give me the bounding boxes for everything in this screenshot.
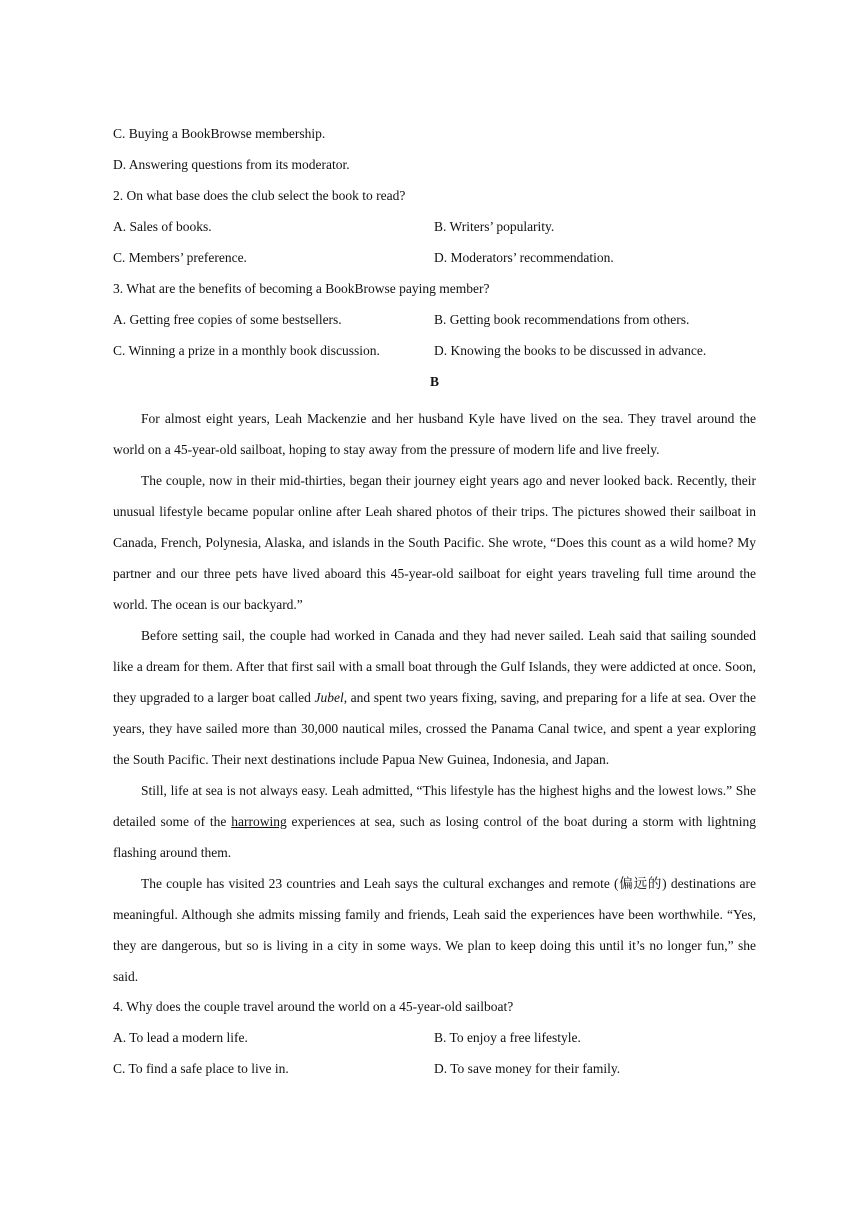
passage-paragraph-5: The couple has visited 23 countries and Leah says the cultural exchanges and remote (偏远的) destinations are meaningful. Although she admits missing family and friends, Leah said the experiences have been worthwhile. “Yes, they are dangerous, but so is living in a city in some ways. We plan to keep doing this until it’s no longer fun,” she said.	[113, 876, 756, 984]
paragraph-4-text-a: Still, life at sea is not always easy. Leah admitted, “This lifestyle has the highest highs and the lowest lows.” She detailed some of the	[113, 783, 756, 829]
q2-options-row-1	[113, 217, 756, 248]
underlined-word: harrowing	[231, 814, 287, 829]
q4-options-row-2	[113, 1059, 756, 1090]
boat-name: Jubel	[314, 690, 344, 705]
passage-paragraph-4	[113, 775, 756, 868]
q3-option-a: A. Getting free copies of some bestsellers.	[113, 312, 342, 327]
q3-option-c: C. Winning a prize in a monthly book discussion.	[113, 343, 380, 358]
passage-paragraph-3	[113, 620, 756, 775]
passage-paragraph-1: For almost eight years, Leah Mackenzie and her husband Kyle have lived on the sea. They travel around the world on a 45-year-old sailboat, hoping to stay away from the pressure of modern life and live freely.	[113, 411, 756, 457]
q3-question: 3. What are the benefits of becoming a BookBrowse paying member?	[113, 281, 490, 296]
paragraph-3-text-a: Before setting sail, the couple had worked in Canada and they had never sailed. Leah said that sailing sounded like a dream for them. After that first sail with a small boat through the Gulf Islands, they were addicted at once. Soon, they upgraded to a larger boat called	[113, 628, 756, 705]
q2-question: 2. On what base does the club select the book to read?	[113, 188, 406, 203]
q4-option-a: A. To lead a modern life.	[113, 1030, 248, 1045]
passage-paragraph-2: The couple, now in their mid-thirties, began their journey eight years ago and never looked back. Recently, their unusual lifestyle became popular online after Leah shared photos of their trips. The pictures showed their sailboat in Canada, French, Polynesia, Alaska, and islands in the South Pacific. She wrote, “Does this count as a wild home? My partner and our three pets have lived aboard this 45-year-old sailboat for eight years traveling full time around the world. The ocean is our backyard.”	[113, 473, 756, 612]
section-b-title: B	[429, 374, 439, 389]
paragraph-4-text-b: experiences at sea, such as losing control of the boat during a storm with lightning flashing around them.	[113, 814, 756, 860]
q4-question: 4. Why does the couple travel around the world on a 45-year-old sailboat?	[113, 999, 514, 1014]
q2-option-c: C. Members’ preference.	[113, 250, 247, 265]
q3-options-row-2	[113, 341, 756, 372]
q3-option-b: B. Getting book recommendations from others.	[434, 312, 690, 327]
q1-option-c: C. Buying a BookBrowse membership.	[113, 126, 326, 141]
q1-option-d: D. Answering questions from its moderator.	[113, 157, 350, 172]
q2-option-b: B. Writers’ popularity.	[434, 219, 555, 234]
q4-option-b: B. To enjoy a free lifestyle.	[434, 1030, 581, 1045]
q3-option-d: D. Knowing the books to be discussed in advance.	[434, 343, 707, 358]
q3-options-row-1	[113, 310, 756, 341]
q2-option-a: A. Sales of books.	[113, 219, 212, 234]
exam-page	[113, 124, 756, 1090]
q4-option-d: D. To save money for their family.	[434, 1061, 621, 1076]
passage-b	[113, 403, 756, 992]
q4-option-c: C. To find a safe place to live in.	[113, 1061, 289, 1076]
q4-options-row-1	[113, 1028, 756, 1059]
q2-options-row-2	[113, 248, 756, 279]
q2-option-d: D. Moderators’ recommendation.	[434, 250, 614, 265]
paragraph-3-text-b: , and spent two years fixing, saving, and preparing for a life at sea. Over the years, they have sailed more than 30,000 nautical miles, crossed the Panama Canal twice, and spent a year exploring the South Pacific. Their next destinations include Papua New Guinea, Indonesia, and Japan.	[113, 690, 756, 767]
